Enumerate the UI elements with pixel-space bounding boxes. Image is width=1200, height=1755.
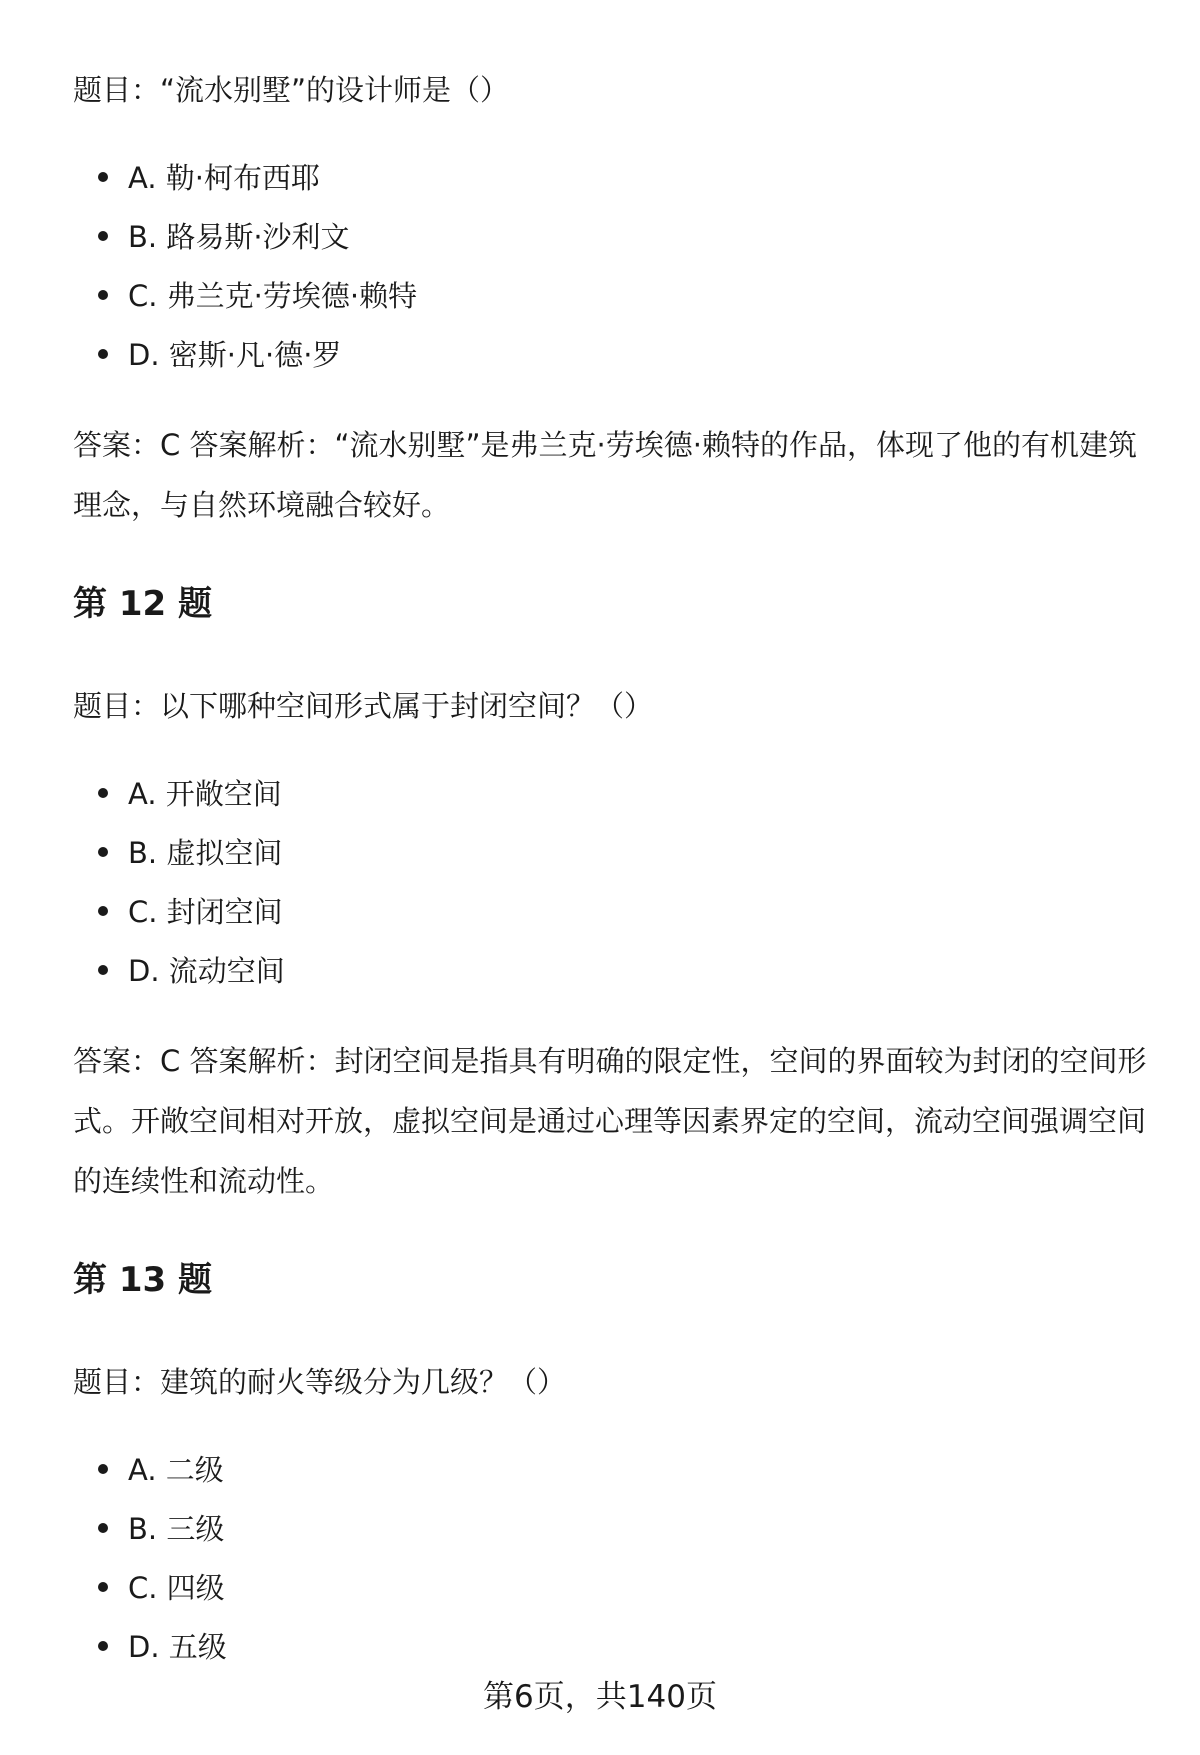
question-13-heading: 第 13 题 [73, 1260, 212, 1300]
bullet-icon [98, 231, 108, 241]
question-12-option-b [98, 833, 282, 873]
bullet-icon [98, 1641, 108, 1651]
bullet-icon [98, 1582, 108, 1592]
question-13-option-a [98, 1450, 224, 1490]
option-label: B. 虚拟空间 [128, 836, 283, 870]
bullet-icon [98, 1464, 108, 1474]
question-11-text: 题目：“流水别墅”的设计师是（） [73, 73, 510, 107]
option-label: C. 四级 [128, 1571, 225, 1605]
bullet-icon [98, 349, 108, 359]
option-label: B. 三级 [128, 1512, 225, 1546]
option-label: C. 弗兰克·劳埃德·赖特 [128, 279, 418, 313]
question-12-text: 题目：以下哪种空间形式属于封闭空间？（） [73, 689, 654, 723]
question-11-option-a [98, 158, 320, 198]
question-11-answer: 答案：C 答案解析：“流水别墅”是弗兰克·劳埃德·赖特的作品，体现了他的有机建筑理念，与自然环境融合较好。 [73, 428, 1137, 522]
option-label: C. 封闭空间 [128, 895, 283, 929]
bullet-icon [98, 172, 108, 182]
option-label: B. 路易斯·沙利文 [128, 220, 350, 254]
option-label: D. 五级 [128, 1630, 227, 1664]
question-13-option-b [98, 1509, 224, 1549]
question-12-option-d [98, 951, 285, 991]
question-11-option-c [98, 276, 417, 316]
option-label: A. 勒·柯布西耶 [128, 161, 320, 195]
question-11-option-b [98, 217, 350, 257]
bullet-icon [98, 847, 108, 857]
option-label: A. 开敞空间 [128, 777, 282, 811]
question-11-option-d [98, 335, 341, 375]
option-label: D. 密斯·凡·德·罗 [128, 338, 342, 372]
option-label: D. 流动空间 [128, 954, 285, 988]
question-13-option-d [98, 1627, 227, 1667]
page-footer: 第6页，共140页 [483, 1679, 717, 1715]
question-12-heading: 第 12 题 [73, 584, 212, 624]
question-13-text: 题目：建筑的耐火等级分为几级？（） [73, 1365, 567, 1399]
question-12-option-c [98, 892, 283, 932]
question-12-option-a [98, 774, 282, 814]
question-13-option-c [98, 1568, 225, 1608]
option-label: A. 二级 [128, 1453, 224, 1487]
bullet-icon [98, 788, 108, 798]
bullet-icon [98, 290, 108, 300]
bullet-icon [98, 965, 108, 975]
bullet-icon [98, 906, 108, 916]
bullet-icon [98, 1523, 108, 1533]
question-12-answer: 答案：C 答案解析：封闭空间是指具有明确的限定性，空间的界面较为封闭的空间形式。开敞空间相对开放，虚拟空间是通过心理等因素界定的空间，流动空间强调空间的连续性和流动性。 [73, 1044, 1147, 1198]
